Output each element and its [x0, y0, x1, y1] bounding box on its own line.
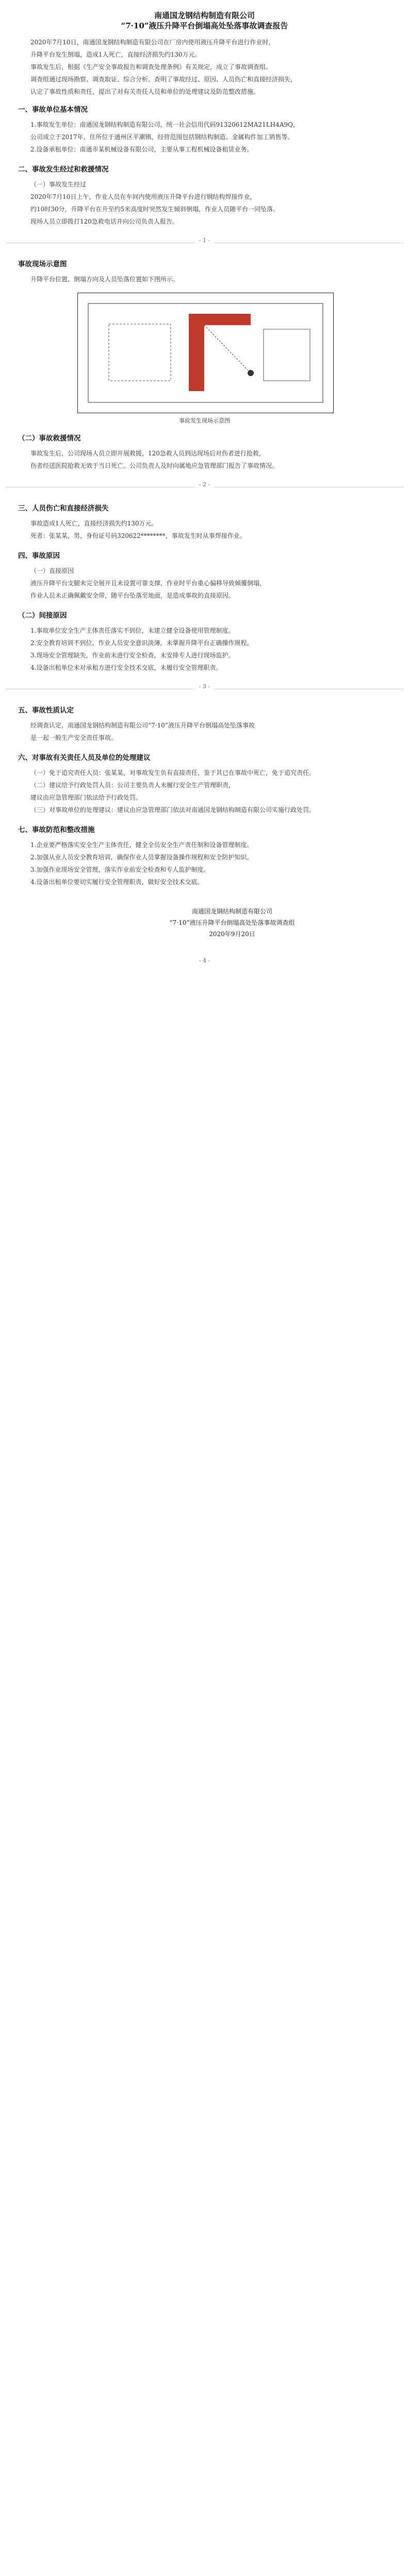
section-line: 事故造成1人死亡，直接经济损失约130万元。 — [30, 520, 158, 527]
section-line: 2.加强从业人员安全教育培训，确保作业人员掌握设备操作规程和安全防护知识。 — [30, 854, 253, 861]
section-line: 3.加强作业现场安全管理，落实作业前安全检查和专人监护制度。 — [30, 866, 210, 873]
section-line: 1.事故发生单位：南通国龙钢结构制造有限公司，统一社会信用代码91320612MA21LH4A9Q， — [30, 121, 299, 128]
section-heading: （二）事故救援情况 — [18, 434, 81, 443]
page-number — [0, 237, 409, 244]
section-line: 液压升降平台支腿未完全展开且未设置可靠支撑，作业时平台重心偏移导致倾覆倒塌， — [30, 580, 266, 587]
page-number — [0, 481, 409, 488]
section-heading: 事故现场示意图 — [18, 260, 67, 268]
page-number-label: - 2 - — [195, 481, 214, 488]
work-position — [264, 329, 310, 381]
page-separator — [0, 479, 409, 496]
document-subtitle: “7·10”液压升降平台倒塌高处坠落事故调查报告 — [121, 21, 288, 30]
section-line: 升降平台位置、倒塌方向及人员坠落位置如下图所示。 — [30, 276, 179, 283]
section-heading: 七、事故防范和整改措施 — [18, 826, 95, 834]
collapse-direction-line — [204, 325, 248, 370]
section-heading: （二）间接原因 — [18, 612, 67, 620]
page-number — [0, 957, 409, 964]
intro-line: 事故发生后，根据《生产安全事故报告和调查处理条例》有关规定，成立了事故调查组。 — [30, 63, 272, 71]
intro-line: 调查组通过现场勘察、调查取证、综合分析，查明了事故经过、原因、人员伤亡和直接经济损失， — [30, 76, 297, 83]
signature-line: “7·10”液压升降平台倒塌高处坠落事故调查组 — [169, 919, 295, 926]
section-heading: 四、事故原因 — [18, 552, 60, 560]
section-line: 事故发生后，公司现场人员立即开展救援，120急救人员到达现场后对伤者进行抢救， — [30, 450, 265, 457]
platform-area — [109, 324, 171, 381]
intro-line: 2020年7月10日，南通国龙钢结构制造有限公司在厂房内使用液压升降平台进行作业时， — [30, 39, 275, 46]
section-line: （三）对事故单位的处理建议：建议由应急管理部门依法对南通国龙钢结构制造有限公司实施行政处罚。 — [30, 806, 316, 814]
signature-line: 2020年9月20日 — [209, 930, 255, 938]
section-line: 4.设备出租单位要切实履行安全管理职责，做好安全技术交底。 — [30, 878, 204, 886]
page-separator — [0, 235, 409, 251]
signature-line: 南通国龙钢结构制造有限公司 — [191, 908, 272, 915]
document-title: 南通国龙钢结构制造有限公司 — [154, 11, 255, 20]
section-heading: 一、事故单位基本情况 — [18, 106, 88, 114]
section-line: 经调查认定，南通国龙钢结构制造有限公司“7·10”液压升降平台倒塌高处坠落事故 — [30, 722, 255, 729]
section-line: （二）建议给予行政处罚人员：公司主要负责人未履行安全生产管理职责， — [30, 782, 235, 789]
page-number-label: - 3 - — [195, 683, 214, 690]
page-separator — [0, 955, 409, 972]
page-separator — [0, 681, 409, 698]
section-line: 建议由应急管理部门依法给予行政处罚。 — [30, 794, 142, 801]
section-line: 现场人员立即拨打120急救电话并向公司负责人报告。 — [30, 218, 178, 225]
section-line: （一）免于追究责任人员：张某某，对事故发生负有直接责任，鉴于其已在事故中死亡，免于追究责任。 — [30, 769, 316, 776]
section-line: 3.现场安全管理缺失，作业前未进行安全检查，未安排专人进行现场监护。 — [30, 652, 235, 659]
fall-position-marker — [248, 370, 254, 376]
section-line: 4.设备出租单位未对承租方进行安全技术交底，未履行安全管理职责。 — [30, 664, 222, 671]
section-line: 作业人员未正确佩戴安全带，随平台坠落至地面，是造成事故的直接原因。 — [30, 592, 235, 599]
document-header — [0, 10, 409, 31]
section-line: 公司成立于2017年，住所位于通州区平潮镇，经营范围包括钢结构制造、金属构件加工销售等。 — [30, 133, 294, 141]
section-heading: 六、对事故有关责任人员及单位的处理建议 — [18, 754, 151, 762]
section-line: 2020年7月10日上午，作业人员在车间内使用液压升降平台进行钢结构焊接作业， — [30, 193, 256, 200]
collapsed-platform-deck — [204, 314, 251, 325]
section-heading: 五、事故性质认定 — [18, 706, 74, 715]
section-line: 1.企业要严格落实安全生产主体责任，健全全员安全生产责任制和设备管理制度。 — [30, 841, 253, 849]
section-line: 死者：张某某，男，身份证号码320622********，事故发生时从事焊接作业。 — [30, 532, 246, 539]
accident-site-diagram — [77, 293, 334, 413]
section-heading: 二、事故发生经过和救援情况 — [18, 165, 109, 174]
section-line: （一）直接原因 — [30, 567, 74, 574]
diagram-svg — [78, 293, 333, 413]
section-line: 是一起一般生产安全责任事故。 — [30, 734, 118, 741]
page-number-label: - 4 - — [195, 957, 214, 964]
section-heading: 三、人员伤亡和直接经济损失 — [18, 504, 109, 513]
section-line: 伤者经送医院抢救无效于当日死亡。公司负责人及时向属地应急管理部门报告了事故情况。 — [30, 462, 279, 469]
section-line: （一）事故发生经过 — [30, 181, 87, 188]
page-number — [0, 683, 409, 690]
section-line: 1.事故单位安全生产主体责任落实不到位，未建立健全设备使用管理制度。 — [30, 627, 235, 634]
section-line: 2.安全教育培训不到位，作业人员安全意识淡薄，未掌握升降平台正确操作规程。 — [30, 639, 253, 647]
section-line: 约10时30分，升降平台在升至约5米高度时突然发生倾斜倒塌，作业人员随平台一同坠落。 — [30, 206, 280, 213]
intro-line: 升降平台发生倒塌，造成1人死亡，直接经济损失约130万元。 — [30, 51, 201, 58]
section-line: 2.设备承租单位：南通市某机械设备有限公司，主要从事工程机械设备租赁业务。 — [30, 146, 253, 153]
page-number-label: - 1 - — [195, 237, 214, 244]
collapsed-platform-mast — [189, 314, 204, 391]
intro-line: 认定了事故性质和责任，提出了对有关责任人员和单位的处理建议及防范整改措施。 — [30, 88, 260, 95]
figure-caption: 事故发生现场示意图 — [179, 417, 230, 424]
